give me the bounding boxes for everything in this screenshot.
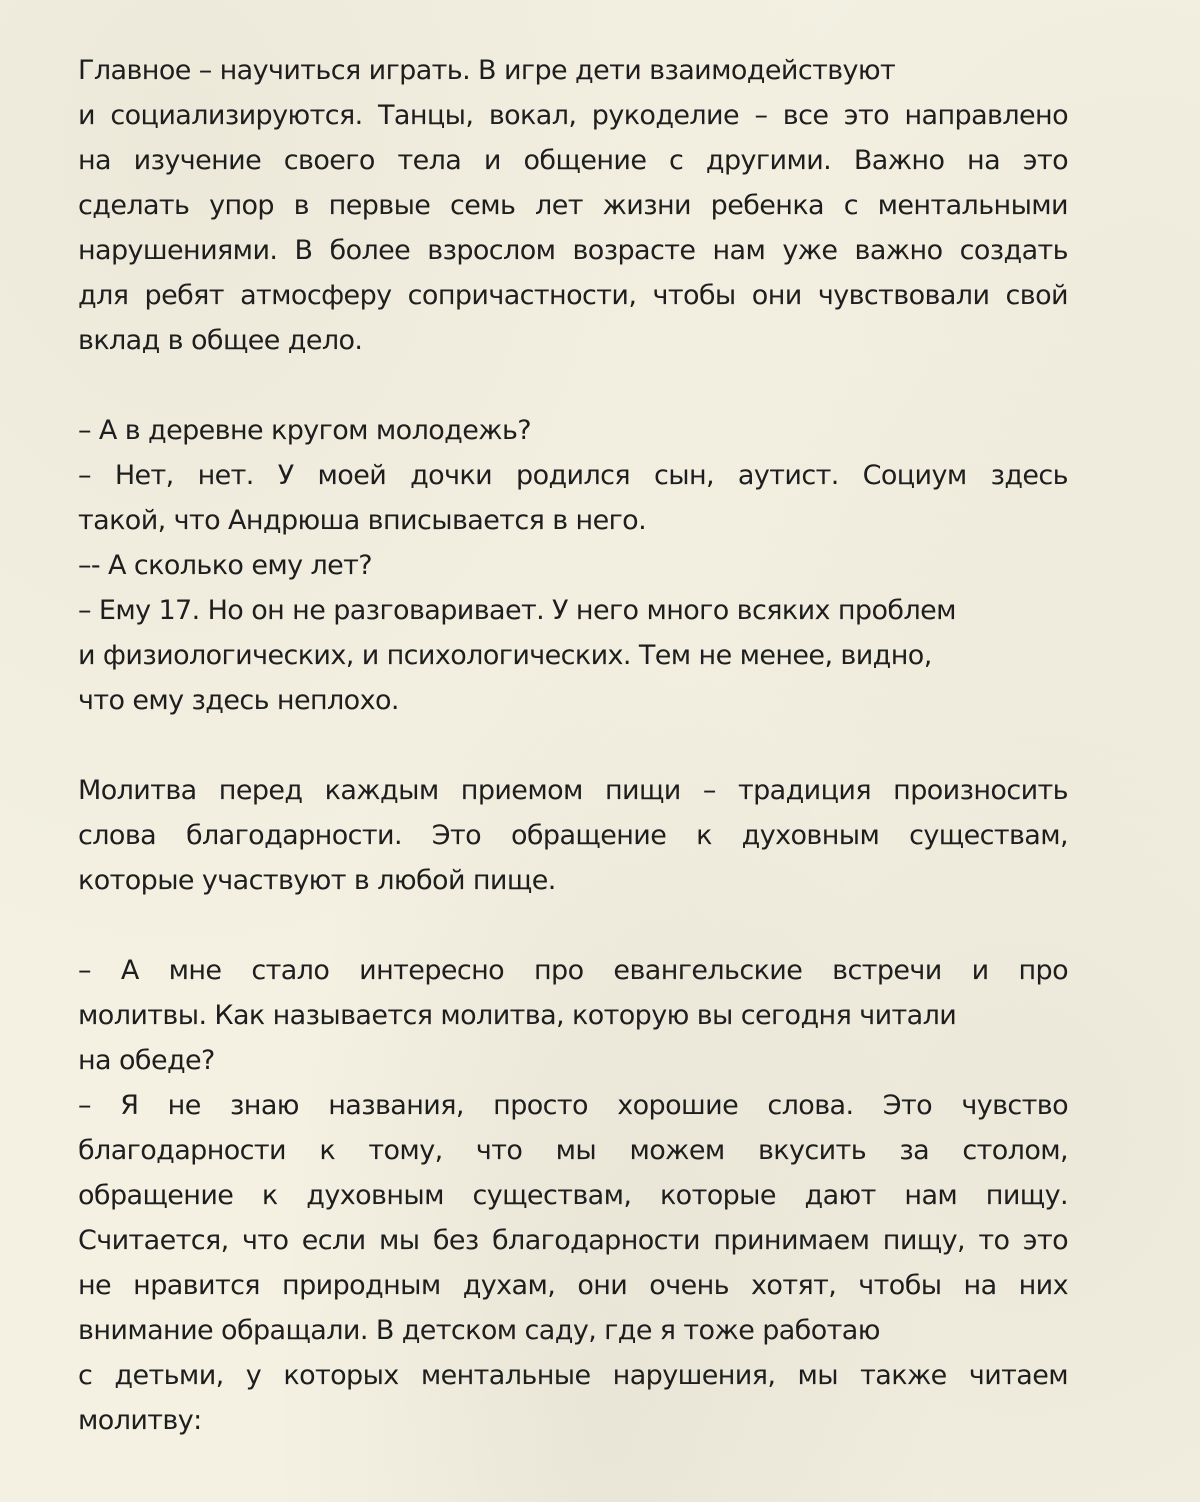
dialogue-line: – Ему 17. Но он не разговаривает. У него много всяких проблем xyxy=(78,595,956,626)
paragraph-4-dialogue xyxy=(78,948,1068,1443)
paragraph-3 xyxy=(78,768,1068,903)
dialogue-line: на обеде? xyxy=(78,1045,215,1076)
paragraph-gap xyxy=(78,903,1068,948)
dialogue-line: и физиологических, и психологических. Тем не менее, видно, xyxy=(78,640,932,671)
dialogue-line: молитву: xyxy=(78,1405,202,1436)
text-line: на изучение своего тела и общение с другими. Важно на это xyxy=(78,145,1068,176)
dialogue-line: –- А сколько ему лет? xyxy=(78,550,372,581)
dialogue-line: – Нет, нет. У моей дочки родился сын, аутист. Социум здесь xyxy=(78,460,1068,491)
paragraph-gap xyxy=(78,723,1068,768)
text-line: Главное – научиться играть. В игре дети взаимодействуют xyxy=(78,55,896,86)
dialogue-line: Считается, что если мы без благодарности принимаем пищу, то это xyxy=(78,1225,1068,1256)
dialogue-line: – Я не знаю названия, просто хорошие слова. Это чувство xyxy=(78,1090,1068,1121)
dialogue-line: благодарности к тому, что мы можем вкусить за столом, xyxy=(78,1135,1068,1166)
dialogue-line: молитвы. Как называется молитва, которую вы сегодня читали xyxy=(78,1000,957,1031)
dialogue-line: что ему здесь неплохо. xyxy=(78,685,399,716)
paragraph-gap xyxy=(78,363,1068,408)
text-line: нарушениями. В более взрослом возрасте нам уже важно создать xyxy=(78,235,1068,266)
dialogue-line: обращение к духовным существам, которые дают нам пищу. xyxy=(78,1180,1068,1211)
text-line: вклад в общее дело. xyxy=(78,325,363,356)
dialogue-line: с детьми, у которых ментальные нарушения, мы также читаем xyxy=(78,1360,1068,1391)
paragraph-2-dialogue xyxy=(78,408,1068,723)
text-line: и социализируются. Танцы, вокал, рукоделие – все это направлено xyxy=(78,100,1068,131)
text-line: слова благодарности. Это обращение к духовным существам, xyxy=(78,820,1068,851)
text-line: сделать упор в первые семь лет жизни ребенка с ментальными xyxy=(78,190,1068,221)
dialogue-line: не нравится природным духам, они очень хотят, чтобы на них xyxy=(78,1270,1068,1301)
text-line: для ребят атмосферу сопричастности, чтобы они чувствовали свой xyxy=(78,280,1068,311)
text-line: Молитва перед каждым приемом пищи – традиция произносить xyxy=(78,775,1068,806)
document-body xyxy=(78,48,1068,1443)
dialogue-line: такой, что Андрюша вписывается в него. xyxy=(78,505,647,536)
paragraph-1 xyxy=(78,48,1068,363)
text-line: которые участвуют в любой пище. xyxy=(78,865,556,896)
dialogue-line: внимание обращали. В детском саду, где я тоже работаю xyxy=(78,1315,880,1346)
dialogue-line: – А в деревне кругом молодежь? xyxy=(78,415,532,446)
dialogue-line: – А мне стало интересно про евангельские встречи и про xyxy=(78,955,1068,986)
